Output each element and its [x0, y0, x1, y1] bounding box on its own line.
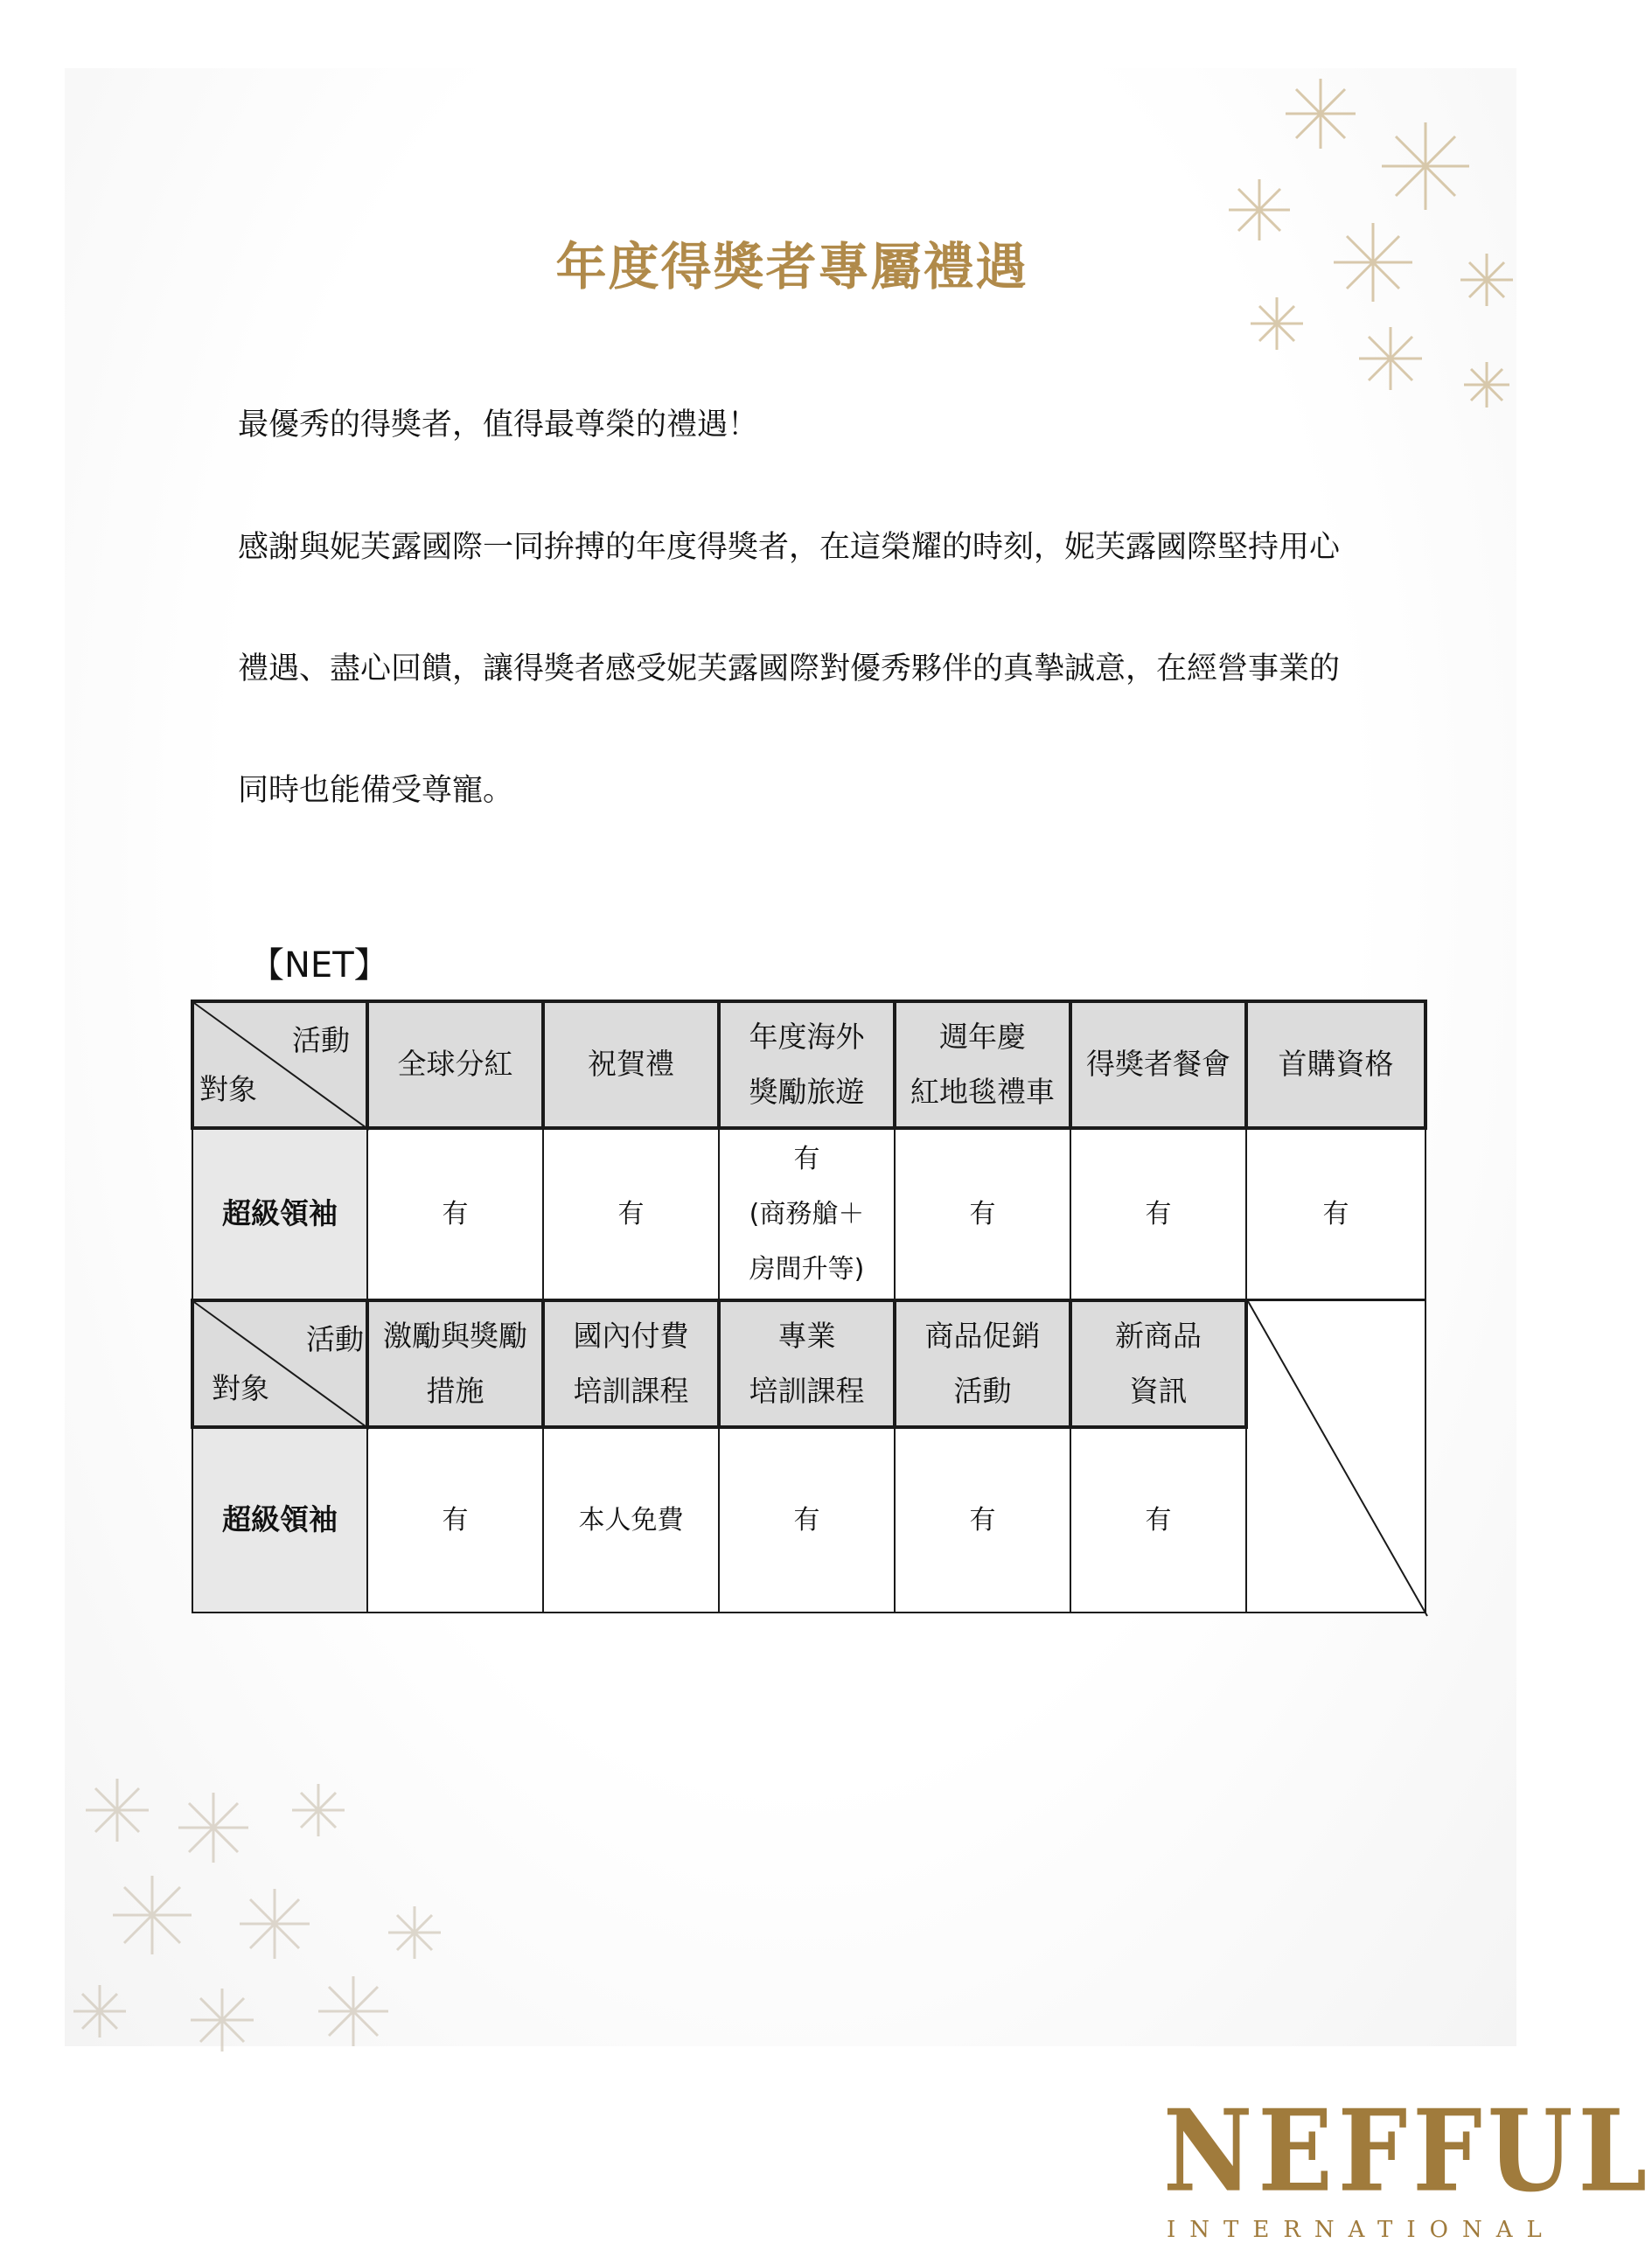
- header-domestic-paid-training: 國內付費 培訓課程: [543, 1300, 719, 1427]
- empty-crossed-cell: [1246, 1300, 1425, 1613]
- header-first-purchase: 首購資格: [1246, 1001, 1425, 1128]
- benefits-table-2: [191, 1299, 1426, 1613]
- table-cell-travel: 有 (商務艙＋ 房間升等): [719, 1128, 895, 1299]
- table-row: [192, 1427, 1425, 1613]
- intro-line-2: 禮遇、盡心回饋，讓得獎者感受妮芙露國際對優秀夥伴的真摯誠意，在經營事業的: [238, 651, 1341, 686]
- table-2-header-row: [192, 1300, 1425, 1427]
- table-cell: 有: [1246, 1128, 1425, 1299]
- nefful-logo: NEFFUL: [1163, 2086, 1652, 2218]
- table-cell: 有: [1070, 1128, 1246, 1299]
- intro-line-3: 同時也能備受尊寵。: [238, 773, 514, 808]
- table-cell: 有: [543, 1128, 719, 1299]
- table-cell: 有: [895, 1427, 1070, 1613]
- table-1-header-row: [192, 1001, 1425, 1128]
- corner-label-target: 對象: [199, 1072, 257, 1107]
- corner-label-activity: 活動: [306, 1322, 364, 1356]
- table-cell: 本人免費: [543, 1427, 719, 1613]
- header-winners-banquet: 得獎者餐會: [1070, 1001, 1246, 1128]
- header-anniversary-limo: 週年慶 紅地毯禮車: [895, 1001, 1070, 1128]
- corner-label-target: 對象: [212, 1371, 269, 1406]
- header-new-products: 新商品 資訊: [1070, 1300, 1246, 1427]
- table-cell: 有: [367, 1128, 543, 1299]
- table-cell: 有: [1070, 1427, 1246, 1613]
- corner-cell: [192, 1001, 367, 1128]
- diagonal-line: [1248, 1301, 1427, 1616]
- header-incentives: 激勵與獎勵 措施: [367, 1300, 543, 1427]
- section-label: 【NET】: [249, 945, 389, 986]
- corner-label-activity: 活動: [292, 1023, 350, 1057]
- table-cell: 有: [895, 1128, 1070, 1299]
- row-label-super-leader: 超級領袖: [192, 1427, 367, 1613]
- sparkle-decoration-bottom-icon: [65, 1766, 467, 2055]
- table-row: [192, 1128, 1425, 1299]
- header-gift: 祝賀禮: [543, 1001, 719, 1128]
- header-global-bonus: 全球分紅: [367, 1001, 543, 1128]
- table-cell: 有: [367, 1427, 543, 1613]
- corner-cell: [192, 1300, 367, 1427]
- table-cell: 有: [719, 1427, 895, 1613]
- header-overseas-travel: 年度海外 獎勵旅遊: [719, 1001, 895, 1128]
- intro-line-1: 感謝與妮芙露國際一同拚搏的年度得獎者，在這榮耀的時刻，妮芙露國際堅持用心: [238, 530, 1341, 565]
- row-label-super-leader: 超級領袖: [192, 1128, 367, 1299]
- header-promotions: 商品促銷 活動: [895, 1300, 1070, 1427]
- page-title: 年度得獎者專屬禮遇: [555, 237, 1028, 296]
- intro-heading: 最優秀的得獎者，值得最尊榮的禮遇！: [238, 408, 759, 442]
- benefits-table-1: [191, 1000, 1427, 1300]
- nefful-logo-subtitle: INTERNATIONAL: [1167, 2217, 1556, 2243]
- header-professional-training: 專業 培訓課程: [719, 1300, 895, 1427]
